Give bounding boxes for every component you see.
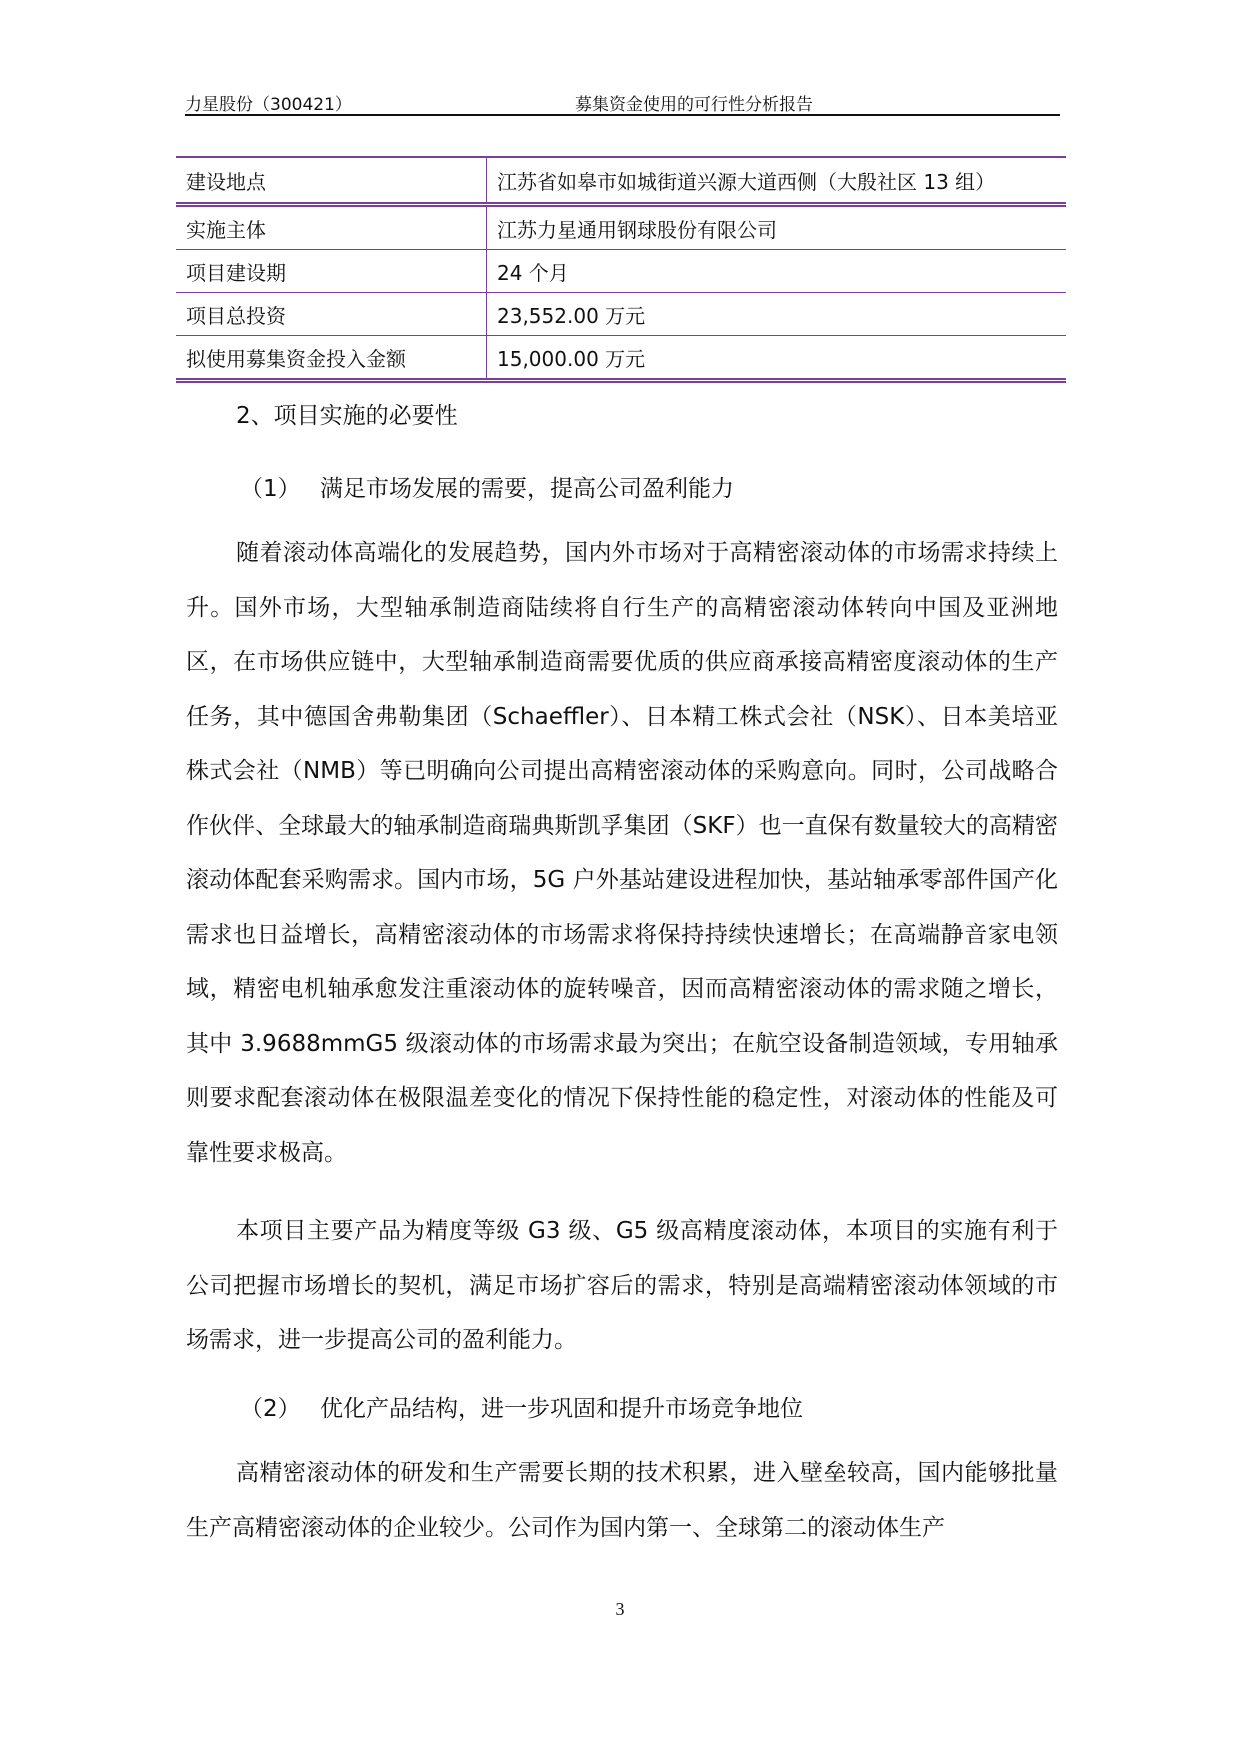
subsection-number: （2） bbox=[240, 1396, 301, 1422]
table-value: 江苏省如皋市如城街道兴源大道西侧（大殷社区 13 组） bbox=[487, 157, 1067, 205]
table-row bbox=[176, 250, 1066, 293]
subsection-title: 满足市场发展的需要，提高公司盈利能力 bbox=[319, 476, 734, 502]
table-row bbox=[176, 157, 1066, 205]
table-label: 拟使用募集资金投入金额 bbox=[176, 336, 487, 381]
table-label: 建设地点 bbox=[176, 157, 487, 205]
table-value: 江苏力星通用钢球股份有限公司 bbox=[487, 205, 1067, 250]
paragraph-product-structure: 高精密滚动体的研发和生产需要长期的技术积累，进入壁垒较高，国内能够批量生产高精密滚动体的企业较少。公司作为国内第一、全球第二的滚动体生产 bbox=[186, 1460, 1058, 1541]
paragraph-market-demand: 随着滚动体高端化的发展趋势，国内外市场对于高精密滚动体的市场需求持续上升。国外市场，大型轴承制造商陆续将自行生产的高精密滚动体转向中国及亚洲地区，在市场供应链中，大型轴承制造商需要优质的供应商承接高精密度滚动体的生产任务，其中德国舍弗勒集团（Schaeffler）、日本精工株式会社（NSK）、日本美培亚株式会社（NMB）等已明确向公司提出高精密滚动体的采购意向。同时，公司战略合作伙伴、全球最大的轴承制造商瑞典斯凯孚集团（SKF）也一直保有数量较大的高精密滚动体配套采购需求。国内市场，5G 户外基站建设进程加快，基站轴承零部件国产化需求也日益增长，高精密滚动体的市场需求将保持持续快速增长；在高端静音家电领域，精密电机轴承愈发注重滚动体的旋转噪音，因而高精密滚动体的需求随之增长，其中 3.9688mmG5 级滚动体的市场需求最为突出；在航空设备制造领域，专用轴承则要求配套滚动体在极限温差变化的情况下保持性能的稳定性，对滚动体的性能及可靠性要求极高。 bbox=[186, 540, 1058, 1166]
table-label: 项目建设期 bbox=[176, 250, 487, 293]
section-heading: 2、项目实施的必要性 bbox=[236, 403, 458, 429]
page-header bbox=[185, 88, 1060, 116]
header-report-title: 募集资金使用的可行性分析报告 bbox=[575, 95, 813, 115]
table-value: 24 个月 bbox=[487, 250, 1067, 293]
table-row bbox=[176, 293, 1066, 336]
table-value: 15,000.00 万元 bbox=[487, 336, 1067, 381]
table-row bbox=[176, 336, 1066, 381]
page-number: 3 bbox=[615, 1599, 625, 1619]
table-value: 23,552.00 万元 bbox=[487, 293, 1067, 336]
subsection-title: 优化产品结构，进一步巩固和提升市场竞争地位 bbox=[319, 1396, 803, 1422]
table-label: 实施主体 bbox=[176, 205, 487, 250]
header-company: 力星股份（300421） bbox=[185, 95, 352, 115]
subsection-heading-2 bbox=[240, 1390, 803, 1423]
subsection-heading-1 bbox=[240, 470, 734, 503]
subsection-number: （1） bbox=[240, 476, 301, 502]
table-row bbox=[176, 205, 1066, 250]
table-label: 项目总投资 bbox=[176, 293, 487, 336]
project-info-table bbox=[176, 156, 1066, 383]
paragraph-project-products: 本项目主要产品为精度等级 G3 级、G5 级高精度滚动体，本项目的实施有利于公司把握市场增长的契机，满足市场扩容后的需求，特别是高端精密滚动体领域的市场需求，进一步提高公司的盈利能力。 bbox=[186, 1218, 1058, 1353]
